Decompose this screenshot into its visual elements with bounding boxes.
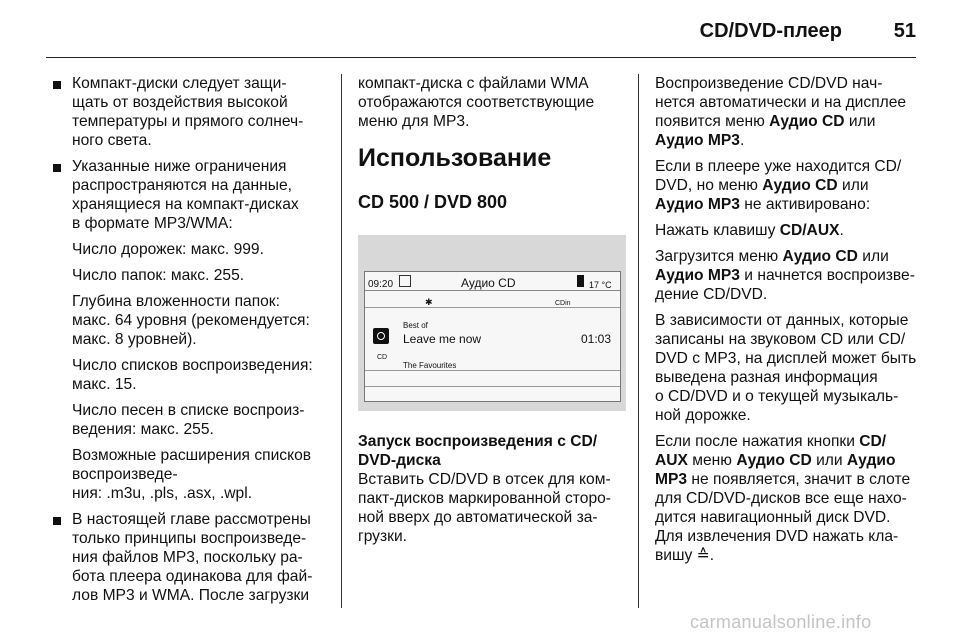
column-divider xyxy=(341,74,342,608)
screen-divider xyxy=(365,386,620,387)
page-number: 51 xyxy=(893,20,916,42)
clock-icon xyxy=(399,275,411,287)
album-title: The Favourites xyxy=(403,361,457,370)
track-time: 01:03 xyxy=(581,332,612,346)
disc-label: CD xyxy=(377,354,388,361)
column-right xyxy=(655,74,920,572)
clock-readout: 09:20 xyxy=(368,279,394,290)
info-bar xyxy=(365,291,620,308)
bullet-item: Компакт-диски следует защи- щать от воздействия высокой температуры и прямого солнеч- ного света. xyxy=(52,74,330,150)
square-bullet-icon xyxy=(53,164,61,172)
paragraph: Загрузится меню Аудио CD или Аудио MP3 и начнется воспроизве- дение CD/DVD. xyxy=(655,248,915,303)
square-bullet-icon xyxy=(53,517,61,525)
display-screenshot xyxy=(358,235,626,411)
section-heading: Использование xyxy=(358,144,552,172)
header-rule xyxy=(46,57,916,58)
procedure-heading: Запуск воспроизведения с CD/ DVD-диска xyxy=(358,433,598,469)
source-tag: CDin xyxy=(555,300,571,307)
eject-icon: ≙ xyxy=(696,547,710,564)
paragraph: Если в плеере уже находится CD/ DVD, но меню Аудио CD или Аудио MP3 не активировано: xyxy=(655,158,902,213)
paragraph: Нажать клавишу CD/AUX. xyxy=(655,222,844,239)
bluetooth-icon: ✱ xyxy=(425,297,433,307)
limit-line: Возможные расширения списков воспроизведе- ния: .m3u, .pls, .asx, .wpl. xyxy=(72,447,312,502)
screen-title: Аудио CD xyxy=(461,276,516,290)
display-screen xyxy=(364,271,621,402)
limit-line: Число песен в списке воспроиз- ведения: макс. 255. xyxy=(72,402,305,438)
track-title: Leave me now xyxy=(403,332,482,346)
temperature-readout: 17 °C xyxy=(589,280,612,290)
bullet-item: В настоящей главе рассмотрены только принципы воспроизведе- ния файлов MP3, поскольку ра- бота плеера одинакова для фай- лов MP3 и WMA. После загрузки xyxy=(52,510,330,605)
phone-icon xyxy=(577,275,584,287)
continued-paragraph: компакт-диска с файлами WMA отображаются соответствующие меню для MP3. xyxy=(358,75,595,130)
limit-line: Число дорожек: макс. 999. xyxy=(72,241,264,258)
paragraph: Воспроизведение CD/DVD нач- нется автоматически и на дисплее появится меню Аудио CD или Аудио MP3. xyxy=(655,75,907,149)
column-left xyxy=(52,74,330,612)
limit-line: Глубина вложенности папок: макс. 64 уровня (рекомендуется: макс. 8 уровней). xyxy=(72,293,310,348)
paragraph: Если после нажатия кнопки CD/ AUX меню Аудио CD или Аудио MP3 не появляется, значит в слоте для CD/DVD-дисков все еще нахо- дится навигационный диск DVD. Для извлечения DVD нажать кла- вишу ≙. xyxy=(655,433,911,564)
subsection-heading: CD 500 / DVD 800 xyxy=(358,192,508,212)
paragraph: В зависимости от данных, которые записаны на звуковом CD или CD/ DVD с MP3, на дисплей может быть выведена разная информация о CD/DVD и о текущей музыкаль- ной дорожке. xyxy=(655,312,917,424)
running-header-title: CD/DVD-плеер xyxy=(699,20,842,42)
watermark: carmanualsonline.info xyxy=(690,612,872,632)
limit-line: Число папок: макс. 255. xyxy=(72,267,245,284)
category-label: Best of xyxy=(403,321,428,330)
bullet-item: Указанные ниже ограничения распространяются на данные, хранящиеся на компакт-дисках в формате MP3/WMA: xyxy=(52,157,330,233)
square-bullet-icon xyxy=(53,81,61,89)
status-bar xyxy=(365,272,620,291)
disc-icon xyxy=(373,328,389,344)
column-divider xyxy=(638,74,639,608)
column-middle xyxy=(358,74,626,553)
screen-divider xyxy=(365,370,620,371)
procedure-text: Вставить CD/DVD в отсек для ком- пакт-дисков маркированной сторо- ной вверх до автоматической за- грузки. xyxy=(358,471,611,545)
limit-line: Число списков воспроизведения: макс. 15. xyxy=(72,357,313,393)
